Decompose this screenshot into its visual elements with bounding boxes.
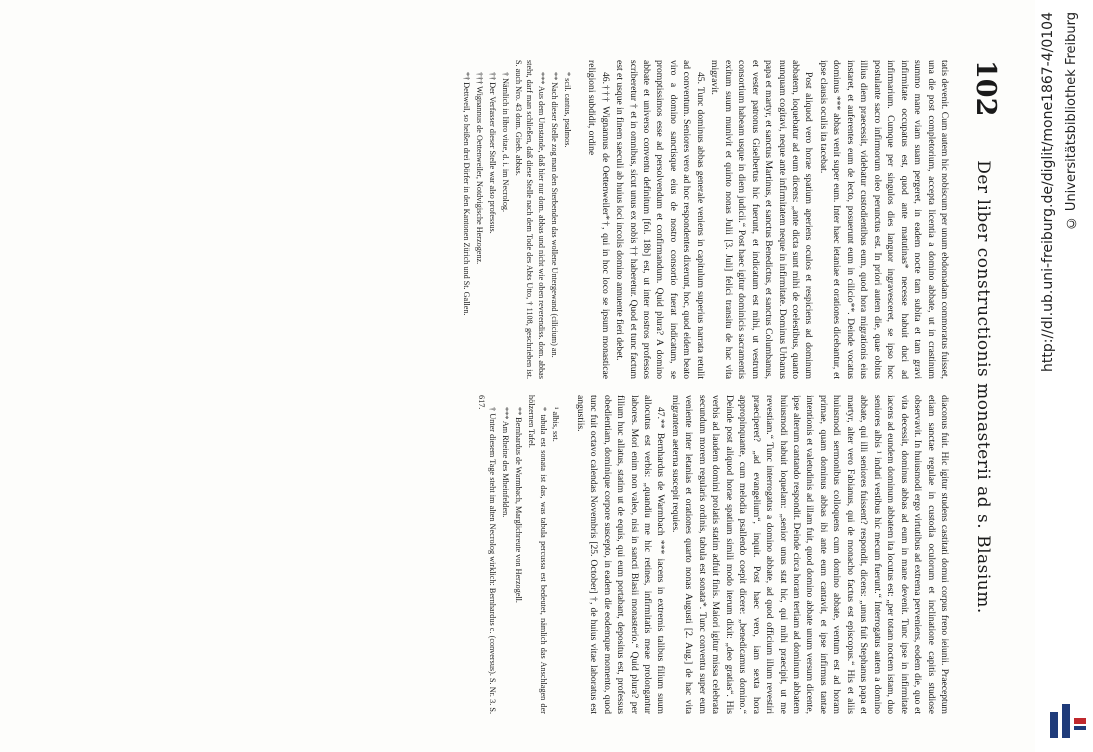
- footnotes-left: [461, 60, 573, 379]
- paragraph: 47.** Bernhardus de Warmbach *** iacens in extremis talibus filium suum allocutus est verbis: „quandiu me hic retines, infirmitatis meae prolongantur labores. Mori enim non valeo, nisi in sancti Blasii monasterio.“ Quid plura? per filium huc allatus, statim ut de equis, qui eum portabant, depositus est, professus obedientiam, dominique corpore suscepto, in eadem die eodemque momento, quod tunc fuit octavo calendas Novembris [25. October] †, de huius vitae laboratus est angustiis.: [574, 395, 667, 714]
- footnote: *** Aus dem Umstande, daß hier nur dom. abbas und nicht wie oben reverendiss. dom. abbas steht, darf man schließen, daß diese Stelle nach dem Tode des Abts Utto, † 1108, geschrieben ist. S. auch Nro. 43 dom. Giseb. abbas.: [513, 60, 547, 379]
- paragraph: diaconus fuit. Hic igitur studens castitati domui corpus freno ieiunii. Praeceptum etiam sanctae regulae in custodia oculorum et inclinatione capitis studiose observavit. In huiusmodi ergo virtutibus ad extrema perveniens, eodem die, quo et vita decessit, dominus abbas ad eum in mane devenit. Tunc ipse in infirmitate iacens ad eundem dominum abbatem ita locutus est: „per totam noctem istam, duo seniores albis ¹ induti vestibus hic mecum fuerunt.“ Interrogatus autem a domino abbate, qui illi seniores fuissent? respondit, dicens: „unus fuit Stephanus papa et martyr, alter vero Fabianus, qui de monacho factus est episcopus.“ His et aliis huiusmodi sermonibus colloquens cum domino abbate, ventum est ad horam primae, quam dominus abbas ibi ante eum cantavit, et ipse infirmus tantae intentionis et valetudinis ad illam fuit, quod domino abbate unum versum dicente, ipse alterum cantando respondit. Deinde circa horam tertiam ad dominum abbatem huiusmodi habuit loquelam: „senior unus stat hic, qui mihi praecipit, ut me revestiam.“ Tunc interrogatus a domino abbate, ad quod officium illum revestiri praeciperet? „ad evangelium“, inquit. Post haec vero, iam sexta hora appropinquante, cum melodia psallendo coepit dicere: „benedicamus domino.“ Deinde post aliquod horae spatium simili modo iterum dixit: „deo gratias“. His verbis ad laudem domini prolatis statim adfuit finis. Maiori igitur missa celebrata secundum morem regularis ordinis, tabula est sonata*. Tunc conventu super eum veniente inter letanias et orationes quarto nonas Augusti [2. Aug.] de hac vita migrantem aeterna suscepit requies.: [669, 395, 950, 714]
- footnote: † Nämlich in libro vitae, d. i. im Necrolog.: [500, 72, 510, 213]
- footnote: ** Bernhardus de Warmbach, Marglichreute von Herzogell.: [513, 407, 523, 603]
- footnote: * tabula est sonata ist das, was tabula percussa est bedeutet, nämlich das Anschlagen der hölzernen Tafel.: [526, 395, 548, 714]
- left-column: [461, 60, 951, 379]
- paragraph: 45. Tunc dominus abbas generale veniens in capitulum superius narrata retulit ad conventum. Seniores vero ad hoc respondentes dixerunt, hoc, quod eidem beato viro a domino sanctisque eius de nostro consortio fuerat indicatum, se promptissimos esse ad persolvendum et confirmandum. Quid plura? A domino abbate et universo conventu definitum [fol. 18b] est, ut inter nostros professos scriberetur † et in omnibus, sicut unus ex nobis †† haberetur. Quod et tunc factum est et usque in finem saeculi ab huius loci incolis domino annuente fieri debet.: [614, 60, 706, 379]
- footnote: *** Am Rheine des Mheinfelden.: [501, 407, 511, 518]
- paragraph: 46.††† Wignannus de Oettenweiler*†, qui in hoc loco se ipsum monasticae religioni subdidit, ordine: [586, 60, 611, 379]
- right-column: [461, 395, 951, 714]
- library-logo-icon: [1046, 700, 1090, 744]
- running-title: Der liber constructionis monasterii ad s. Blasium.: [973, 160, 993, 614]
- footnote: *† Dettweil, so heißen drei Dörfer in den Kantonen Zürich und St. Gallen.: [462, 72, 472, 316]
- footnote: †† Der Verfasser dieser Stelle war also professus.: [487, 72, 497, 234]
- page-number: 102: [970, 60, 1001, 117]
- text-columns: [461, 60, 951, 714]
- footnote: * scil. cantus, psalmos.: [562, 72, 572, 148]
- paragraph: Post aliquod vero horae spatium aperiens oculos et respiciens ad dominum abbatem, loquebatur ad eum dicens: „ante dicta sunt mihi de coelestibus, quanto nunquam cogitavi, neque ante infirmitatem neque in infirmitate. Dominus Urbanus papa et martyr, et sanctus Martinus, et sanctus Benedictus, et sanctus Columbanus, et vester patronus Giselbertus hic fuerunt, et indicatum est mihi, ut vestrum consortium habeam usque in diem judicii.“ Post haec igitur dominicis sacramentis exitum suum munivit et quinto nonas Julii [3. Juli] felici transitu de hac vita migravit.: [709, 60, 815, 379]
- source-url-link[interactable]: http://dl.ub.uni-freiburg.de/diglit/mone1867-4/0104: [1040, 12, 1056, 372]
- paragraph: tatis devenit. Cum autem hic nobiscum per unum ebdomadam commoratus fuisset, una die post completorium, accepta licentia a domino abbate, ut in crastinum summo mane viam suam pergeret, in eadem nocte tam subita et tam gravi infirmitate occupatus est, quod ante matutinas* necesse habuit duci ad infirmarium. Cumque per singulos dies languor ingravesceret, se ipso hoc postulante sacro infirmorum oleo perunctus est. In priori autem die, quae obitus illius diem praecessit, videbatur custodientibus eum, quod hora migrationis eius instaret, et auferentes eum de lecto, posuerunt eum in cilicio**. Deinde vocatus dominus *** abbas venit super eum. Inter haec letaniae et orationes dicebantur, et ipse clausis oculis ita tacebat.: [817, 60, 950, 379]
- footnotes-right: [475, 395, 562, 714]
- footnote: ** Nach dieser Stelle zog man den Sterbenden das wollene Untergewand (cilicium) an.: [549, 72, 559, 358]
- copyright-notice: © Universitätsbibliothek Freiburg: [1064, 12, 1079, 231]
- footnote: ¹ albis, sst.: [551, 407, 561, 442]
- page-header: [951, 60, 1021, 714]
- footnote: † Unter diesem Tage steht im alten Necrolog wirklich: Bernhardus c. (conversus). S. Nr. 3. S. 617.: [476, 395, 498, 714]
- footnote: ††† Wignannus de Oettenweiler, Notdvigische Herzogenz.: [475, 72, 485, 265]
